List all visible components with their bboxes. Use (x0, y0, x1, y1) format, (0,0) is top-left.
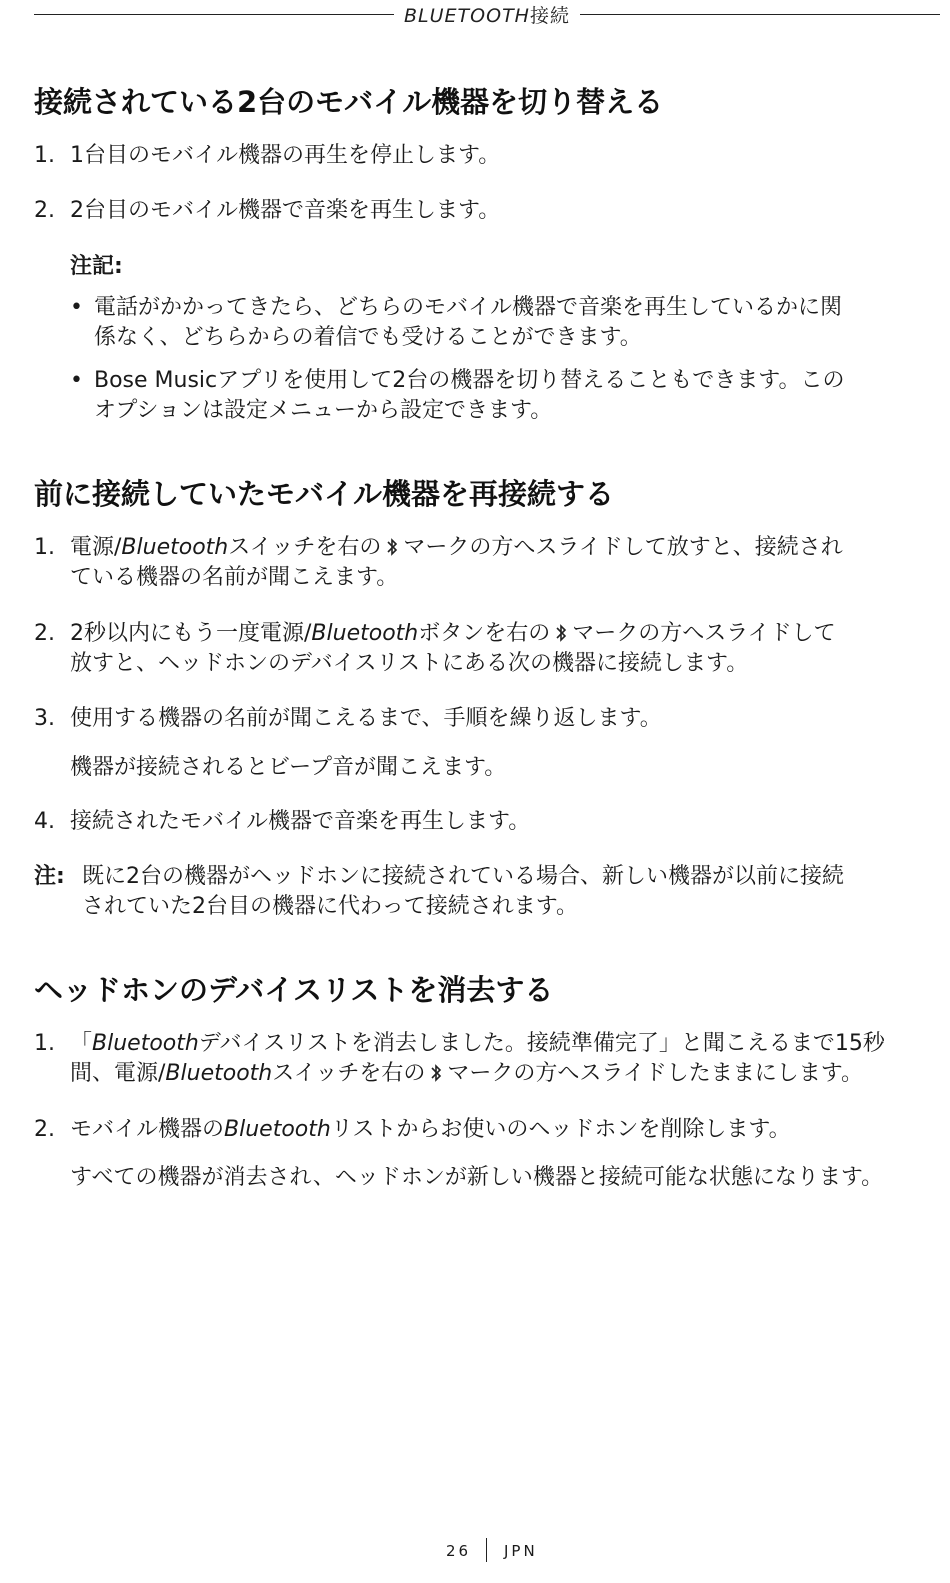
step-text: 接続されたモバイル機器で音楽を再生します。 (70, 809, 531, 834)
section2-step-1-cont: ている機器の名前が聞こえます。 (70, 565, 399, 590)
step-text: 電源/ (70, 535, 122, 560)
section3-step-1-cont (70, 1059, 863, 1089)
step-number: 1. (34, 535, 55, 560)
section2-heading: 前に接続していたモバイル機器を再接続する (34, 477, 615, 511)
step-text: スイッチを右の (228, 535, 382, 560)
section2-step-4 (34, 807, 530, 837)
footer-divider (486, 1538, 487, 1562)
bluetooth-term: Bluetooth (165, 1061, 273, 1086)
bluetooth-term: Bluetooth (121, 535, 229, 560)
bluetooth-term: Bluetooth (92, 1031, 199, 1056)
step-text: 「 (70, 1031, 93, 1056)
step-text: 間、電源/ (70, 1061, 166, 1086)
step-text: 2秒以内にもう一度電源/ (70, 621, 312, 646)
note-label: 注: (34, 864, 65, 889)
step-text: 2台目のモバイル機器で音楽を再生します。 (70, 198, 501, 223)
bluetooth-icon (554, 623, 568, 643)
header-title-en: BLUETOOTH (404, 4, 530, 27)
section2-note (34, 862, 844, 892)
bluetooth-term: Bluetooth (224, 1117, 331, 1142)
note-text: 既に2台の機器がヘッドホンに接続されている場合、新しい機器が以前に接続 (82, 864, 844, 889)
section3-step-1 (34, 1029, 885, 1059)
step-number: 2. (34, 198, 55, 223)
note-label: 注記: (70, 254, 123, 279)
step-number: 2. (34, 621, 55, 646)
step-text: マークの方へスライドしたままにします。 (447, 1061, 863, 1086)
step-number: 2. (34, 1117, 55, 1142)
language-code: JPN (504, 1542, 538, 1560)
page-footer (0, 1538, 950, 1566)
header-rule-right (580, 14, 940, 15)
header-title (394, 1, 580, 28)
bluetooth-icon (385, 537, 399, 557)
step-text: モバイル機器の (70, 1117, 225, 1142)
section3-step-2-sub: すべての機器が消去され、ヘッドホンが新しい機器と接続可能な状態になります。 (70, 1165, 884, 1190)
header-rule-left (34, 14, 394, 15)
bullet-text: Bose Musicアプリを使用して2台の機器を切り替えることもできます。この (94, 368, 845, 393)
section2-step-1 (34, 533, 843, 563)
bluetooth-term: Bluetooth (311, 621, 419, 646)
section2-step-2 (34, 619, 836, 649)
step-number: 1. (34, 1031, 55, 1056)
note-bullet-1 (70, 293, 842, 323)
step-text: 使用する機器の名前が聞こえるまで、手順を繰り返します。 (70, 706, 662, 731)
note-bullet-2-cont: オプションは設定メニューから設定できます。 (94, 398, 553, 423)
section2-step-3-sub: 機器が接続されるとビープ音が聞こえます。 (70, 755, 507, 780)
note-bullet-1-cont: 係なく、どちらからの着信でも受けることができます。 (94, 325, 642, 350)
step-number: 1. (34, 143, 55, 168)
section2-note-cont: されていた2台目の機器に代わって接続されます。 (82, 894, 579, 919)
section1-step-2 (34, 196, 500, 226)
bullet-dot-icon: • (70, 295, 83, 320)
page-number: 26 (446, 1542, 472, 1560)
note-bullet-2 (70, 366, 845, 396)
step-text: 1台目のモバイル機器の再生を停止します。 (70, 143, 501, 168)
step-text: スイッチを右の (272, 1061, 426, 1086)
step-number: 4. (34, 809, 55, 834)
section3-heading: ヘッドホンのデバイスリストを消去する (34, 973, 554, 1007)
header-title-ja: 接続 (529, 4, 570, 27)
section2-step-3 (34, 704, 662, 734)
step-number: 3. (34, 706, 55, 731)
bullet-text: 電話がかかってきたら、どちらのモバイル機器で音楽を再生しているかに関 (94, 295, 843, 320)
step-text: ボタンを右の (418, 621, 551, 646)
step-text: リストからお使いのヘッドホンを削除します。 (330, 1117, 791, 1142)
section1-heading: 接続されている2台のモバイル機器を切り替える (34, 85, 664, 119)
section1-step-1 (34, 141, 500, 171)
step-text: デバイスリストを消去しました。接続準備完了」と聞こえるまで15秒 (198, 1031, 885, 1056)
section2-step-2-cont: 放すと、ヘッドホンのデバイスリストにある次の機器に接続します。 (70, 651, 749, 676)
step-text: マークの方へスライドして (572, 621, 836, 646)
section3-step-2 (34, 1115, 791, 1145)
step-text: マークの方へスライドして放すと、接続され (403, 535, 843, 560)
page-header (34, 0, 940, 28)
bluetooth-icon (429, 1063, 443, 1083)
bullet-dot-icon: • (70, 368, 83, 393)
